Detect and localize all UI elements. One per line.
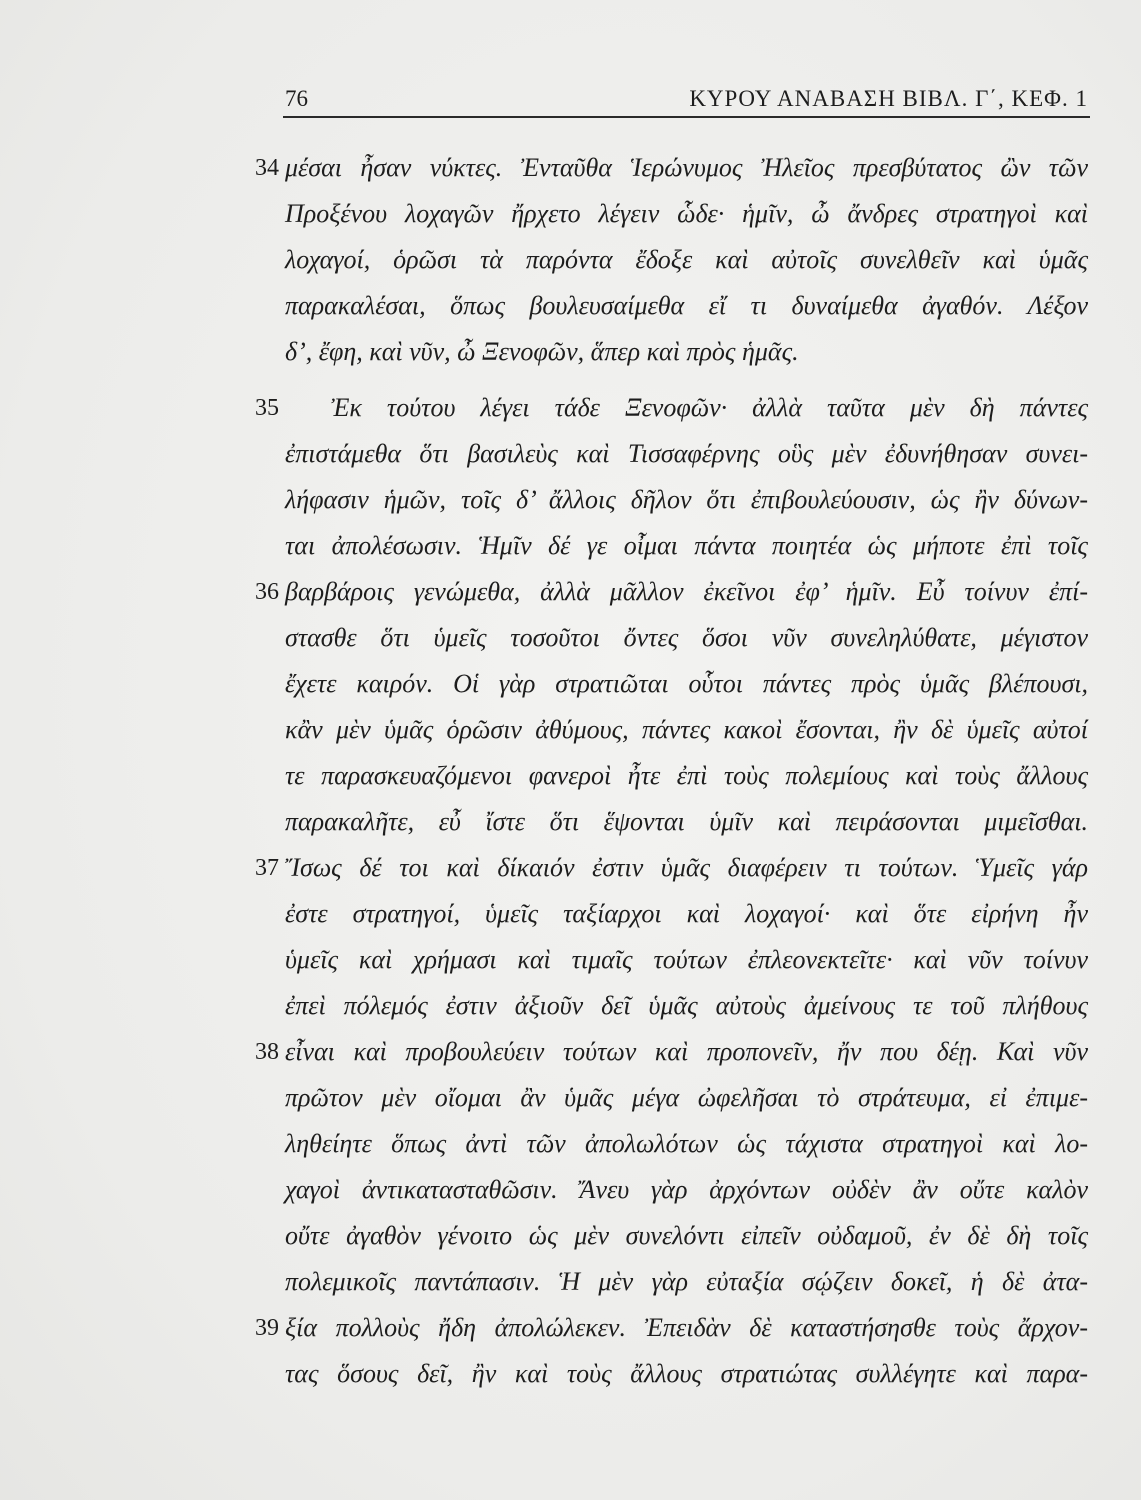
line-text: πολεμικοῖς παντάπασιν. Ἡ μὲν γὰρ εὐταξία σῴζειν δοκεῖ, ἡ δὲ ἀτα- (285, 1267, 1088, 1296)
text-line (0, 145, 1141, 191)
text-line (0, 661, 1141, 707)
line-text: Ἴσως δέ τοι καὶ δίκαιόν ἐστιν ὑμᾶς διαφέρειν τι τούτων. Ὑμεῖς γάρ (285, 853, 1088, 882)
line-text: ἐστε στρατηγοί, ὑμεῖς ταξίαρχοι καὶ λοχαγοί· καὶ ὅτε εἰρήνη ἦν (285, 899, 1088, 928)
line-text: τε παρασκευαζόμενοι φανεροὶ ἦτε ἐπὶ τοὺς πολεμίους καὶ τοὺς ἄλλους (285, 761, 1088, 790)
text-line (0, 891, 1141, 937)
text-line (0, 707, 1141, 753)
line-text: οὔτε ἀγαθὸν γένοιτο ὡς μὲν συνελόντι εἰπεῖν οὐδαμοῦ, ἐν δὲ δὴ τοῖς (285, 1221, 1088, 1250)
line-text: ἐπεὶ πόλεμός ἐστιν ἀξιοῦν δεῖ ὑμᾶς αὐτοὺς ἀμείνους τε τοῦ πλήθους (285, 991, 1088, 1020)
line-text: λήφασιν ἡμῶν, τοῖς δ’ ἄλλοις δῆλον ὅτι ἐπιβουλεύουσιν, ὡς ἢν δύνων- (285, 485, 1088, 514)
text-line (0, 799, 1141, 845)
text-line (0, 753, 1141, 799)
text-line (0, 937, 1141, 983)
line-text: λοχαγοί, ὁρῶσι τὰ παρόντα ἔδοξε καὶ αὐτοῖς συνελθεῖν καὶ ὑμᾶς (285, 245, 1088, 274)
line-text: δ’, ἔφη, καὶ νῦν, ὦ Ξενοφῶν, ἅπερ καὶ πρὸς ἡμᾶς. (285, 337, 799, 366)
line-text: κἂν μὲν ὑμᾶς ὁρῶσιν ἀθύμους, πάντες κακοὶ ἔσονται, ἢν δὲ ὑμεῖς αὐτοί (285, 715, 1088, 744)
line-text: Προξένου λοχαγῶν ἤρχετο λέγειν ὧδε· ἡμῖν, ὦ ἄνδρες στρατηγοὶ καὶ (285, 199, 1088, 228)
line-text: παρακαλέσαι, ὅπως βουλευσαίμεθα εἴ τι δυναίμεθα ἀγαθόν. Λέξον (285, 291, 1088, 320)
text-line (0, 569, 1141, 615)
line-text: ἐπιστάμεθα ὅτι βασιλεὺς καὶ Τισσαφέρνης οὓς μὲν ἐδυνήθησαν συνει- (285, 439, 1088, 468)
text-line (0, 615, 1141, 661)
line-text: χαγοὶ ἀντικατασταθῶσιν. Ἄνευ γὰρ ἀρχόντων οὐδὲν ἂν οὔτε καλὸν (285, 1175, 1088, 1204)
section-number: 35 (255, 395, 279, 421)
text-line (0, 283, 1141, 329)
line-text: ται ἀπολέσωσιν. Ἡμῖν δέ γε οἶμαι πάντα ποιητέα ὡς μήποτε ἐπὶ τοῖς (285, 531, 1088, 560)
text-line (0, 237, 1141, 283)
section-number: 34 (255, 155, 279, 181)
line-text: ξία πολλοὺς ἤδη ἀπολώλεκεν. Ἐπειδὰν δὲ καταστήσησθε τοὺς ἄρχον- (285, 1313, 1088, 1342)
text-line (0, 329, 1141, 375)
line-text: ἔχετε καιρόν. Οἱ γὰρ στρατιῶται οὗτοι πάντες πρὸς ὑμᾶς βλέπουσι, (285, 669, 1088, 698)
text-line (0, 1121, 1141, 1167)
text-line (0, 983, 1141, 1029)
running-title: ΚΥΡΟΥ ΑΝΑΒΑΣΗ ΒΙΒΛ. Γ΄, ΚΕΦ. 1 (689, 86, 1088, 111)
page-number: 76 (285, 86, 308, 111)
text-line (0, 1305, 1141, 1351)
text-line (0, 191, 1141, 237)
line-text: βαρβάροις γενώμεθα, ἀλλὰ μᾶλλον ἐκεῖνοι ἐφ’ ἡμῖν. Εὖ τοίνυν ἐπί- (285, 577, 1088, 606)
line-text: μέσαι ἦσαν νύκτες. Ἐνταῦθα Ἱερώνυμος Ἠλεῖος πρεσβύτατος ὢν τῶν (285, 153, 1088, 182)
text-line (0, 845, 1141, 891)
section-number: 38 (255, 1039, 279, 1065)
line-text: πρῶτον μὲν οἴομαι ἂν ὑμᾶς μέγα ὠφελῆσαι τὸ στράτευμα, εἰ ἐπιμε- (285, 1083, 1088, 1112)
line-text: ὑμεῖς καὶ χρήμασι καὶ τιμαῖς τούτων ἐπλεονεκτεῖτε· καὶ νῦν τοίνυν (285, 945, 1088, 974)
header-rule (283, 116, 1090, 118)
text-line (0, 385, 1141, 431)
text-line (0, 1075, 1141, 1121)
text-line (0, 1213, 1141, 1259)
text-line (0, 1351, 1141, 1397)
text-line (0, 1259, 1141, 1305)
line-text: τας ὅσους δεῖ, ἢν καὶ τοὺς ἄλλους στρατιώτας συλλέγητε καὶ παρα- (285, 1359, 1088, 1388)
section-number: 39 (255, 1315, 279, 1341)
text-body (0, 145, 1141, 1397)
line-text: παρακαλῆτε, εὖ ἴστε ὅτι ἕψονται ὑμῖν καὶ πειράσονται μιμεῖσθαι. (285, 807, 1088, 836)
section-number: 36 (255, 579, 279, 605)
text-line (0, 523, 1141, 569)
text-line (0, 1167, 1141, 1213)
text-line (0, 477, 1141, 523)
text-line (0, 431, 1141, 477)
line-text: Ἐκ τούτου λέγει τάδε Ξενοφῶν· ἀλλὰ ταῦτα μὲν δὴ πάντες (331, 393, 1088, 422)
section-number: 37 (255, 855, 279, 881)
line-text: στασθε ὅτι ὑμεῖς τοσοῦτοι ὄντες ὅσοι νῦν συνεληλύθατε, μέγιστον (285, 623, 1088, 652)
text-line (0, 1029, 1141, 1075)
line-text: εἶναι καὶ προβουλεύειν τούτων καὶ προπονεῖν, ἤν που δέῃ. Καὶ νῦν (285, 1037, 1088, 1066)
line-text: ληθείητε ὅπως ἀντὶ τῶν ἀπολωλότων ὡς τάχιστα στρατηγοὶ καὶ λο- (285, 1129, 1088, 1158)
